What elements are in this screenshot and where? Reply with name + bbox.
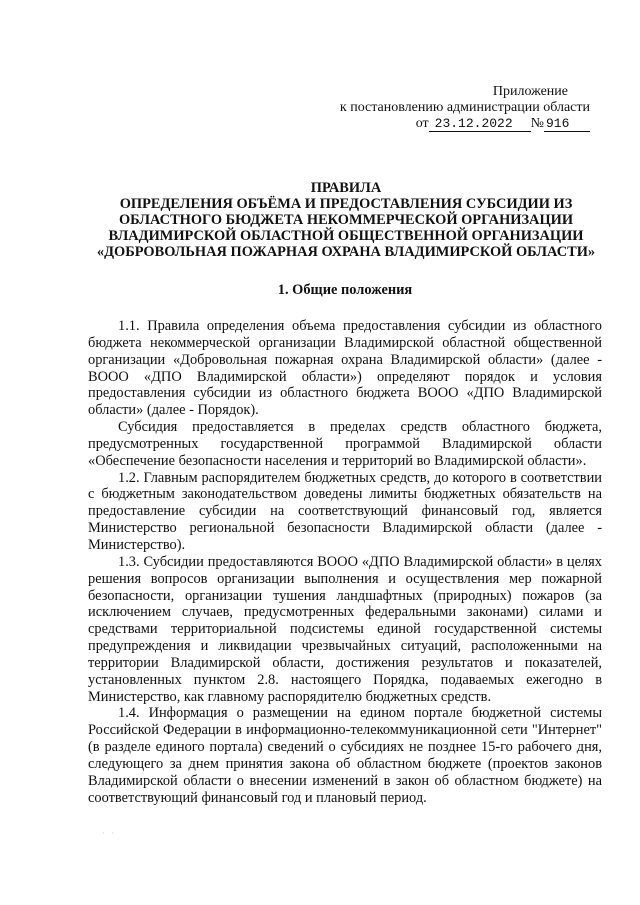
- appendix-date-line: [300, 116, 590, 132]
- appendix-resolution: к постановлению администрации области: [339, 100, 590, 115]
- appendix-block: [300, 84, 590, 132]
- paragraph-subsidy: Субсидия предоставляется в пределах средств областного бюджета, предусмотренных государственной программой Владимирской области «Обеспечение безопасности населения и территорий во Владимирской области».: [88, 419, 602, 469]
- document-body: [88, 318, 602, 806]
- scan-speck: · ·: [102, 828, 117, 838]
- date-prefix: от: [415, 116, 429, 131]
- title-line-2: ОПРЕДЕЛЕНИЯ ОБЪЁМА И ПРЕДОСТАВЛЕНИЯ СУБСИДИИ ИЗ: [119, 196, 573, 212]
- section-heading: 1. Общие положения: [277, 282, 413, 298]
- paragraph-1-3: 1.3. Субсидии предоставляются ВООО «ДПО Владимирской области» в целях решения вопросов организации выполнения и осуществления мер пожарной безопасности, организации тушения ландшафтных (природных) пожаров (за исключением случаев, предусмотренных федеральными законами) силами и средствами территориальной подсистемы единой государственной системы предупреждения и ликвидации чрезвычайных ситуаций, расположенными на территории Владимирской области, достижения результатов и показателей, установленных пунктом 2.8. настоящего Порядка, подаваемых ежегодно в Министерство, как главному распорядителю бюджетных средств.: [88, 553, 602, 705]
- title-line-4: ВЛАДИМИРСКОЙ ОБЛАСТНОЙ ОБЩЕСТВЕННОЙ ОРГАНИЗАЦИИ: [108, 228, 584, 244]
- appendix-label: Приложение: [492, 84, 568, 99]
- number-prefix: №: [530, 116, 544, 131]
- title-line-1: ПРАВИЛА: [310, 180, 382, 196]
- document-title: [86, 180, 606, 260]
- paragraph-1-2: 1.2. Главным распорядителем бюджетных средств, до которого в соответствии с бюджетным законодательством доведены лимиты бюджетных обязательств на предоставление субсидии на соответствующий финансовый год, является Министерство региональной безопасности Владимирской области (далее - Министерство).: [88, 469, 602, 553]
- title-line-5: «ДОБРОВОЛЬНАЯ ПОЖАРНАЯ ОХРАНА ВЛАДИМИРСКОЙ ОБЛАСТИ»: [96, 244, 596, 260]
- resolution-number: 916: [544, 117, 590, 132]
- title-line-3: ОБЛАСТНОГО БЮДЖЕТА НЕКОММЕРЧЕСКОЙ ОРГАНИЗАЦИИ: [118, 212, 574, 228]
- paragraph-1-1: 1.1. Правила определения объема предоставления субсидии из областного бюджета некоммерческой организации Владимирской областной общественной организации «Добровольная пожарная охрана Владимирской области» (далее - ВООО «ДПО Владимирской области») определяют порядок и условия предоставления субсидии из областного бюджета ВООО «ДПО Владимирской области» (далее - Порядок).: [88, 318, 602, 419]
- paragraph-1-4: 1.4. Информация о размещении на едином портале бюджетной системы Российской Федерации в информационно-телекоммуникационной сети "Интернет" (в разделе единого портала) сведений о субсидиях не позднее 15-го рабочего дня, следующего за днем принятия закона об областном бюджете (проектов законов Владимирской области о внесении изменений в закон об областном бюджете) на соответствующий финансовый год и плановый период.: [88, 705, 602, 806]
- resolution-date: 23.12.2022: [429, 117, 531, 132]
